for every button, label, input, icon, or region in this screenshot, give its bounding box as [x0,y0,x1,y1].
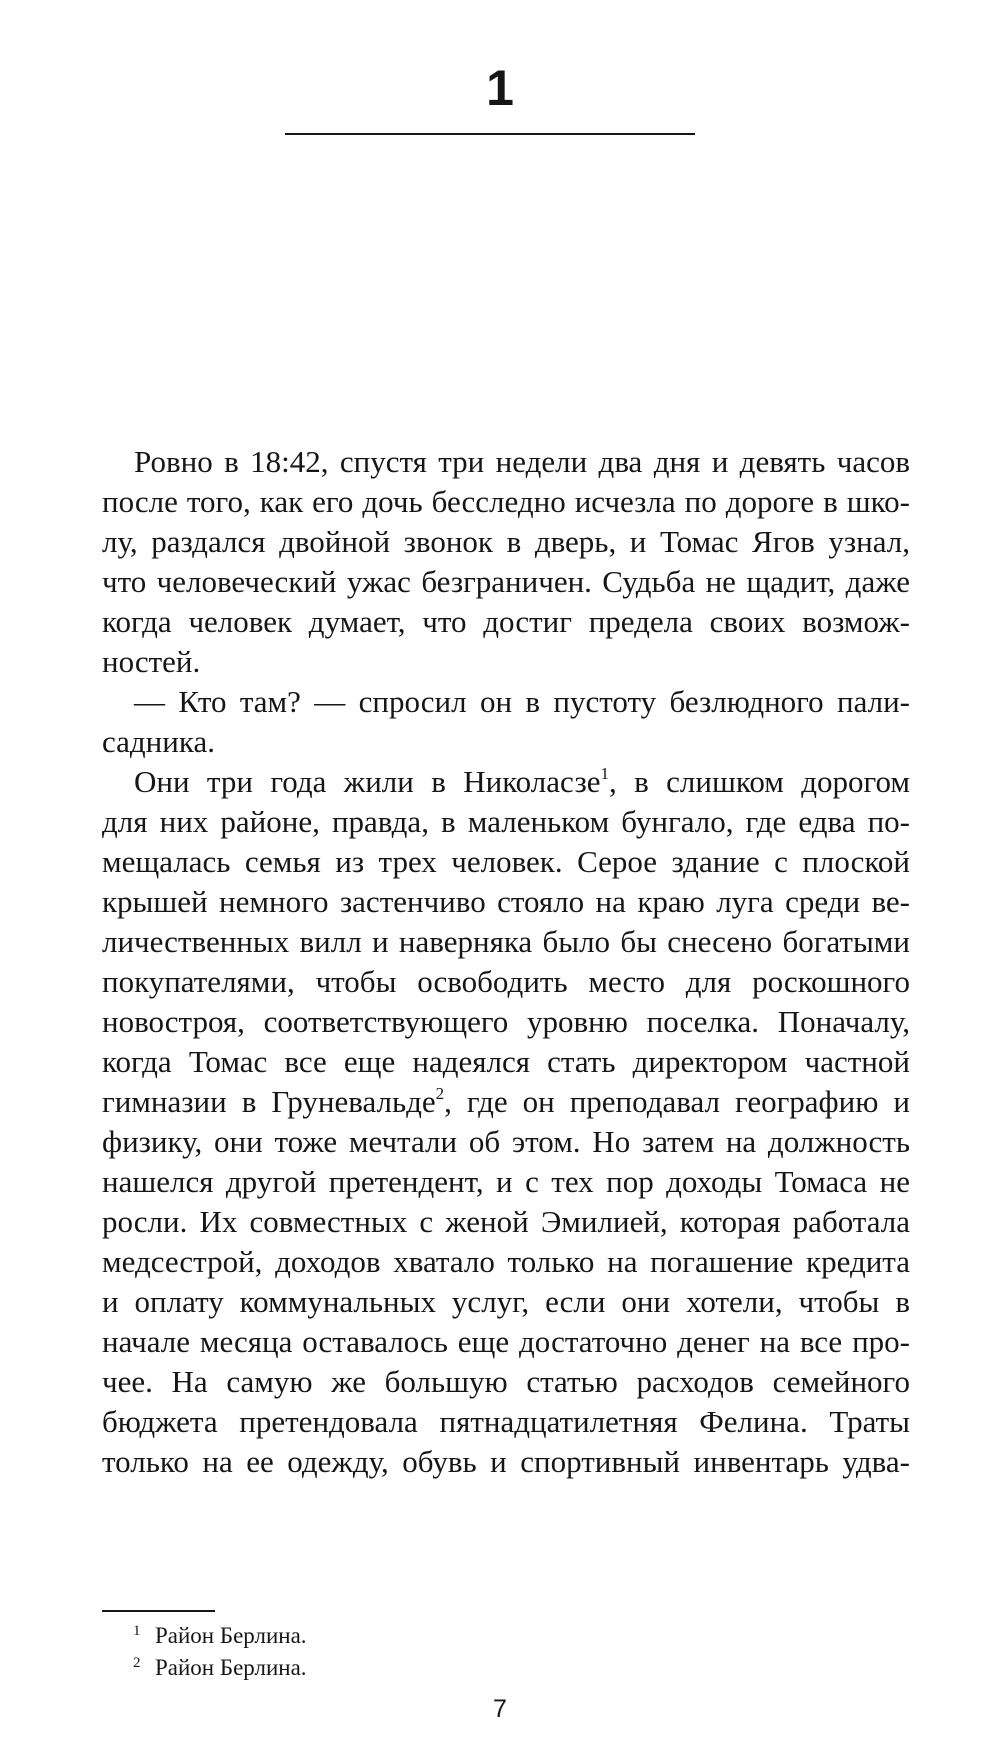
line-segment: Они три года жили в Николасзе [134,764,601,799]
footnote: 2 Район Берлина. [133,1655,307,1680]
text-line: лу, раздался двойной звонок в дверь, и Томас Ягов узнал, [102,524,910,559]
text-line: и оплату коммунальных услуг, если они хотели, чтобы в [102,1284,910,1319]
text-line: — Кто там? — спросил он в пустоту безлюдного пали- [134,684,910,719]
text-line: росли. Их совместных с женой Эмилией, которая работала [102,1204,910,1239]
footnote: 1 Район Берлина. [133,1623,307,1648]
text-line: личественных вилл и наверняка было бы снесено богатыми [102,924,910,959]
text-line: садника. [102,724,215,759]
line-segment: , в слишком дорогом [609,764,910,799]
footnote-text: Район Берлина. [155,1623,307,1648]
text-line: медсестрой, доходов хватало только на погашение кредита [102,1244,910,1279]
text-line: после того, как его дочь бесследно исчезла по дороге в шко- [102,484,910,519]
footnote-ref: 2 [435,1084,445,1103]
text-line: покупателями, чтобы освободить место для роскошного [102,964,910,999]
text-line: мещалась семья из трех человек. Серое здание с плоской [102,844,910,879]
text-line: когда Томас все еще надеялся стать директором частной [102,1044,910,1079]
text-line: только на ее одежду, обувь и спортивный инвентарь удва- [102,1444,910,1479]
text-line: крышей немного застенчиво стояло на краю луга среди ве- [102,884,910,919]
text-line: бюджета претендовала пятнадцатилетняя Фелина. Траты [102,1404,910,1439]
text-line: нашелся другой претендент, и с тех пор доходы Томаса не [102,1164,910,1199]
text-line: что человеческий ужас безграничен. Судьба не щадит, даже [102,564,910,599]
text-line [134,762,910,802]
text-line: физику, они тоже мечтали об этом. Но затем на должность [102,1124,910,1159]
text-line: начале месяца оставалось еще достаточно денег на все про- [102,1324,910,1359]
page-number: 7 [493,1695,507,1723]
text-line: Ровно в 18:42, спустя три недели два дня и девять часов [134,444,910,479]
footnote-divider [102,1610,215,1612]
footnote-ref: 1 [600,764,610,783]
text-line: для них районе, правда, в маленьком бунгало, где едва по- [102,804,910,839]
chapter-number: 1 [486,60,514,116]
line-segment: , где он преподавал географию и [444,1084,910,1119]
text-line: ностей. [102,644,201,679]
text-line [102,1082,910,1122]
text-line: новостроя, соответствующего уровню поселка. Поначалу, [102,1004,910,1039]
text-line: когда человек думает, что достиг предела своих возмож- [102,604,910,639]
line-segment: гимназии в Груневальде [102,1084,436,1119]
chapter-divider [285,133,695,135]
footnote-text: Район Берлина. [155,1655,307,1680]
text-line: чее. На самую же большую статью расходов семейного [102,1364,910,1399]
